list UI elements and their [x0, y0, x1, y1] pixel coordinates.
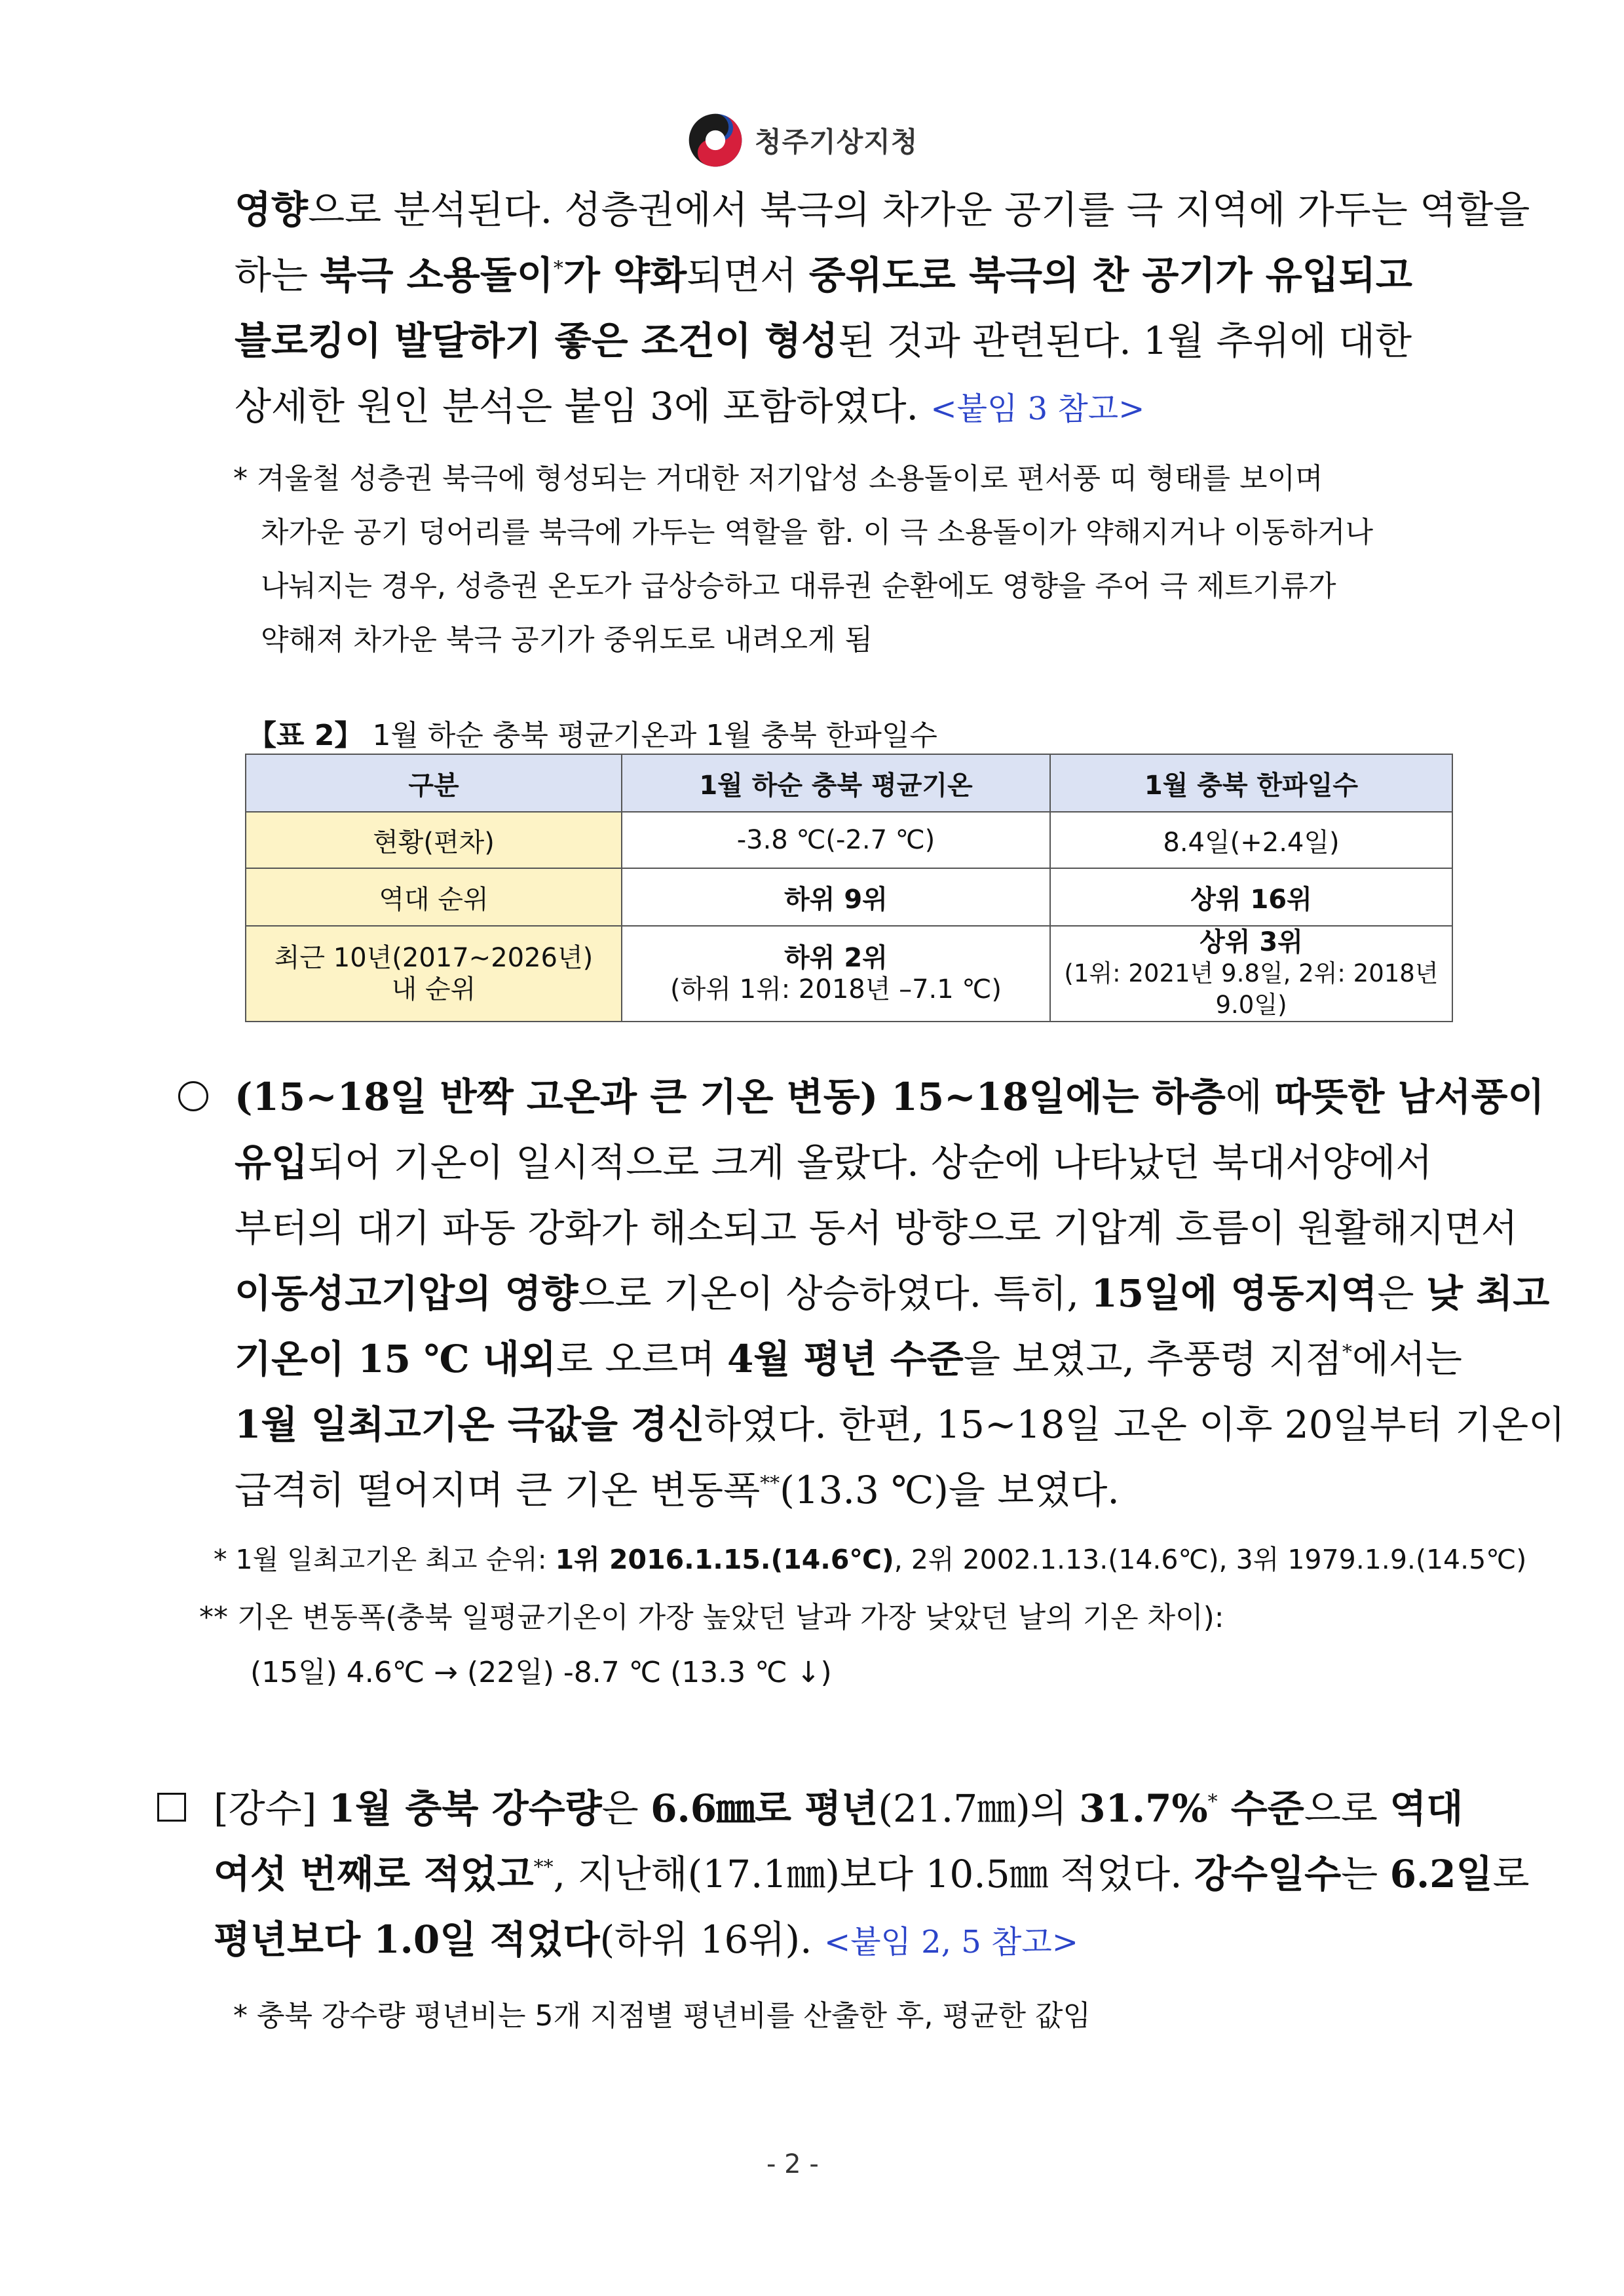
circle-bullet-icon [178, 1081, 208, 1111]
para1-line1: 영향으로 분석된다. 성층권에서 북극의 차가운 공기를 극 지역에 가두는 역할을 [235, 187, 1530, 232]
para3-line2: 여섯 번째로 적었고**, 지난해(17.1㎜)보다 10.5㎜ 적었다. 강수일수는 6.2일로 [214, 1852, 1530, 1896]
reference-link: <붙임 2, 5 참고> [823, 1924, 1078, 1961]
table-row [246, 926, 1452, 1022]
para2-line2: 유입되어 기온이 일시적으로 크게 올랐다. 상순에 나타났던 북대서양에서 [235, 1140, 1433, 1185]
para2-line5: 기온이 15 ℃ 내외로 오르며 4월 평년 수준을 보였고, 추풍령 지점*에서는 [235, 1337, 1462, 1381]
reference-link: <붙임 3 참고> [930, 391, 1145, 427]
cell-line: 하위 2위 [784, 943, 888, 973]
table-row [246, 812, 1452, 868]
table-cell [622, 926, 1050, 1022]
para1-line4: 상세한 원인 분석은 붙임 3에 포함하였다. <붙임 3 참고> [235, 384, 1145, 429]
square-bullet-icon [157, 1793, 186, 1822]
para2-line4: 이동성고기압의 영향으로 기온이 상승하였다. 특히, 15일에 영동지역은 낮 최고 [235, 1271, 1550, 1316]
row-label-line: 내 순위 [391, 974, 476, 1004]
table-caption: 【표 2】 1월 하순 충북 평균기온과 1월 충북 한파일수 [248, 719, 937, 752]
para2-line7: 급격히 떨어지며 큰 기온 변동폭**(13.3 ℃)을 보였다. [235, 1468, 1120, 1512]
cell-line: (1위: 2021년 9.8일, 2위: 2018년 9.0일) [1064, 959, 1439, 1019]
table-header-cell: 1월 하순 충북 평균기온 [622, 754, 1050, 812]
para3-line3: 평년보다 1.0일 적었다(하위 16위). <붙임 2, 5 참고> [214, 1917, 1078, 1962]
table-header-cell: 구분 [246, 754, 622, 812]
note2-line3: (15일) 4.6℃ → (22일) -8.7 ℃ (13.3 ℃ ↓) [250, 1656, 832, 1689]
para1-line2: 하는 북극 소용돌이*가 약화되면서 중위도로 북극의 찬 공기가 유입되고 [235, 253, 1412, 297]
table-row [246, 868, 1452, 926]
para2-line3: 부터의 대기 파동 강화가 해소되고 동서 방향으로 기압계 흐름이 원활해지면서 [235, 1206, 1518, 1250]
page-number: - 2 - [766, 2149, 819, 2179]
header-logo [688, 113, 918, 168]
note1-line4: 약해져 차가운 북극 공기가 중위도로 내려오게 됨 [261, 623, 873, 657]
cell-line: (하위 1위: 2018년 –7.1 ℃) [670, 974, 1002, 1004]
para1-line3: 블로킹이 발달하기 좋은 조건이 형성된 것과 관련된다. 1월 추위에 대한 [235, 318, 1412, 363]
para2-line1: (15~18일 반짝 고온과 큰 기온 변동) 15~18일에는 하층에 따뜻한 남서풍이 [235, 1075, 1545, 1119]
table-cell: -3.8 ℃(-2.7 ℃) [622, 812, 1050, 868]
note1-line1: * 겨울철 성층권 북극에 형성되는 거대한 저기압성 소용돌이로 편서풍 띠 형태를 보이며 [233, 462, 1323, 495]
note2-line2: ** 기온 변동폭(충북 일평균기온이 가장 높았던 날과 가장 낮았던 날의 기온 차이): [199, 1601, 1224, 1634]
para3-line1: [강수] 1월 충북 강수량은 6.6㎜로 평년(21.7㎜)의 31.7%* 수준으로 역대 [214, 1786, 1463, 1831]
note1-line2: 차가운 공기 덩어리를 북극에 가두는 역할을 함. 이 극 소용돌이가 약해지거나 이동하거나 [261, 516, 1373, 549]
table-header-row [246, 754, 1452, 812]
agency-name: 청주기상지청 [755, 126, 918, 158]
note3-line1: * 충북 강수량 평년비는 5개 지점별 평년비를 산출한 후, 평균한 값임 [233, 1999, 1091, 2033]
table-cell: 상위 16위 [1050, 868, 1452, 926]
note2-line1: * 1월 일최고기온 최고 순위: 1위 2016.1.15.(14.6℃), 2위 2002.1.13.(14.6℃), 3위 1979.1.9.(14.5℃) [214, 1544, 1527, 1575]
government-emblem-icon [688, 113, 743, 168]
row-label-line: 최근 10년(2017~2026년) [274, 943, 594, 973]
row-label: 현황(편차) [246, 812, 622, 868]
para2-line6: 1월 일최고기온 극값을 경신하였다. 한편, 15~18일 고온 이후 20일부터 기온이 [235, 1402, 1566, 1447]
note1-line3: 나눠지는 경우, 성층권 온도가 급상승하고 대류권 순환에도 영향을 주어 극 제트기류가 [261, 569, 1336, 603]
data-table [245, 754, 1453, 1022]
table-cell: 하위 9위 [622, 868, 1050, 926]
row-label [246, 926, 622, 1022]
cell-line: 상위 3위 [1199, 927, 1303, 957]
table-cell: 8.4일(+2.4일) [1050, 812, 1452, 868]
table-cell [1050, 926, 1452, 1022]
table-header-cell: 1월 충북 한파일수 [1050, 754, 1452, 812]
row-label: 역대 순위 [246, 868, 622, 926]
